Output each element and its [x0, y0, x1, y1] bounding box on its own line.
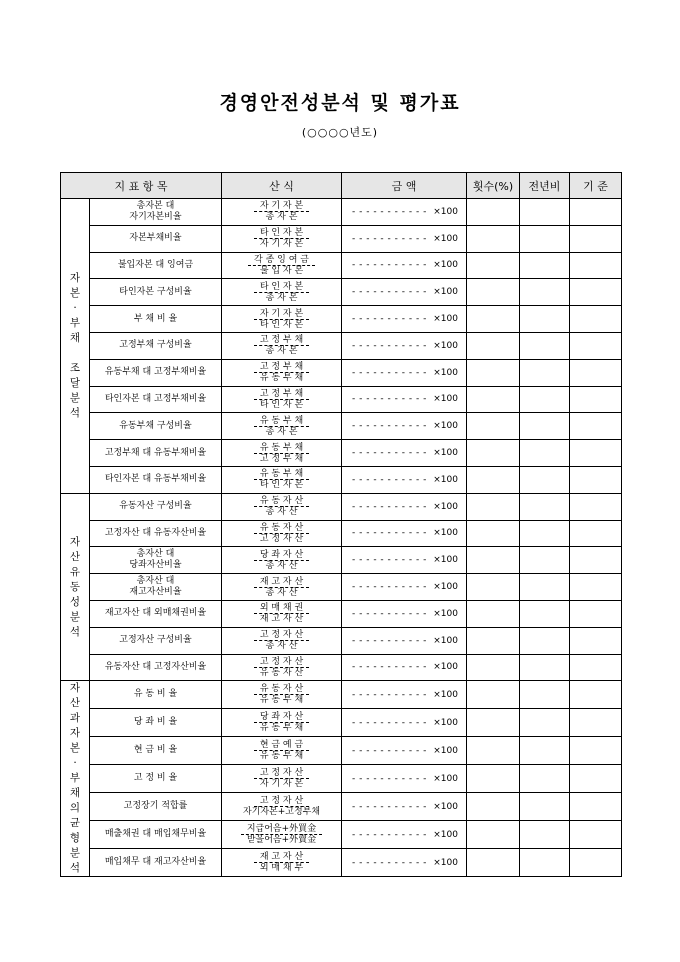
amount-multiplier: ×100: [433, 745, 458, 756]
formula-cell: [222, 627, 342, 654]
formula-denominator: 외 매 채 부: [259, 863, 304, 874]
ratio-cell[interactable]: [467, 413, 520, 440]
amount-multiplier: ×100: [433, 582, 458, 593]
formula-cell: [222, 413, 342, 440]
indicator-item: 타인자본 대 고정부채비율: [90, 386, 222, 413]
indicator-item: 현 금 비 율: [90, 737, 222, 765]
formula-denominator: 고 정 자 산: [259, 533, 304, 544]
yoy-cell[interactable]: [520, 199, 570, 226]
section-category: 자 본 · 부 채 조 달 분 석: [61, 199, 90, 494]
standard-cell[interactable]: [570, 413, 622, 440]
standard-cell[interactable]: [570, 225, 622, 252]
amount-multiplier: ×100: [433, 233, 458, 244]
standard-cell[interactable]: [570, 793, 622, 821]
amount-cell[interactable]: [342, 821, 467, 849]
formula-numerator: 현 금 예 금: [254, 740, 309, 751]
formula-numerator: 재 고 자 산: [254, 852, 309, 863]
section-category: 자 산 유 동 성 분 석: [61, 493, 90, 681]
yoy-cell[interactable]: [520, 681, 570, 709]
indicator-item: 매입채무 대 재고자산비율: [90, 849, 222, 877]
formula-numerator: 자 기 자 본: [254, 309, 309, 320]
indicator-item: 고정부채 대 유동부채비율: [90, 440, 222, 467]
amount-blank: - - - - - - - - - - -: [352, 528, 427, 539]
ratio-cell[interactable]: [467, 737, 520, 765]
year-subtitle: (○○○○년도): [301, 126, 379, 139]
formula-cell: [222, 493, 342, 520]
amount-multiplier: ×100: [433, 689, 458, 700]
formula-cell: [222, 821, 342, 849]
table-row: [61, 821, 622, 849]
standard-cell[interactable]: [570, 547, 622, 574]
amount-blank: - - - - - - - - - - -: [352, 501, 427, 512]
yoy-cell[interactable]: [520, 849, 570, 877]
section-category: 자 산 과 자 본 · 부 채 의 균 형 분 석: [61, 681, 90, 877]
yoy-cell[interactable]: [520, 765, 570, 793]
standard-cell[interactable]: [570, 386, 622, 413]
formula-denominator: 총 자 산: [265, 560, 298, 571]
formula-cell: [222, 681, 342, 709]
amount-cell[interactable]: [342, 386, 467, 413]
formula-numerator: 각 종 잉 여 금: [248, 255, 315, 266]
formula-denominator: 유 동 부 채: [259, 695, 304, 706]
amount-cell[interactable]: [342, 574, 467, 601]
standard-cell[interactable]: [570, 765, 622, 793]
yoy-cell[interactable]: [520, 547, 570, 574]
table-row: [61, 849, 622, 877]
amount-cell[interactable]: [342, 332, 467, 359]
table-row: [61, 252, 622, 279]
yoy-cell[interactable]: [520, 493, 570, 520]
amount-multiplier: ×100: [433, 829, 458, 840]
amount-blank: - - - - - - - - - - -: [352, 635, 427, 646]
indicator-item: 불입자본 대 잉여금: [90, 252, 222, 279]
amount-cell[interactable]: [342, 654, 467, 681]
yoy-cell[interactable]: [520, 386, 570, 413]
table-row: [61, 386, 622, 413]
amount-cell[interactable]: [342, 306, 467, 333]
yoy-cell[interactable]: [520, 793, 570, 821]
formula-denominator: 총 자 산: [265, 507, 298, 518]
indicator-item: 고정자산 구성비율: [90, 627, 222, 654]
amount-multiplier: ×100: [433, 555, 458, 566]
indicator-item: 타인자본 구성비율: [90, 279, 222, 306]
indicator-item: 고정장기 적합률: [90, 793, 222, 821]
yoy-cell[interactable]: [520, 359, 570, 386]
formula-cell: [222, 547, 342, 574]
header-formula: 산 식: [222, 173, 342, 199]
amount-multiplier: ×100: [433, 421, 458, 432]
table-row: [61, 466, 622, 493]
table-row: [61, 199, 622, 226]
table-row: [61, 574, 622, 601]
formula-numerator: 고 정 부 채: [254, 389, 309, 400]
ratio-cell[interactable]: [467, 681, 520, 709]
formula-denominator: 타 인 자 본: [259, 399, 304, 410]
formula-cell: [222, 252, 342, 279]
ratio-cell[interactable]: [467, 765, 520, 793]
standard-cell[interactable]: [570, 279, 622, 306]
formula-numerator: 고 정 자 산: [254, 768, 309, 779]
amount-blank: - - - - - - - - - - -: [352, 745, 427, 756]
formula-cell: [222, 279, 342, 306]
yoy-cell[interactable]: [520, 306, 570, 333]
standard-cell[interactable]: [570, 520, 622, 547]
amount-multiplier: ×100: [433, 717, 458, 728]
standard-cell[interactable]: [570, 681, 622, 709]
amount-blank: - - - - - - - - - - -: [352, 717, 427, 728]
amount-blank: - - - - - - - - - - -: [352, 421, 427, 432]
standard-cell[interactable]: [570, 709, 622, 737]
standard-cell[interactable]: [570, 359, 622, 386]
amount-multiplier: ×100: [433, 314, 458, 325]
indicator-item: 유동자산 구성비율: [90, 493, 222, 520]
formula-numerator: 유 동 자 산: [254, 523, 309, 534]
formula-numerator: 재 고 자 산: [254, 577, 309, 588]
amount-blank: - - - - - - - - - - -: [352, 394, 427, 405]
yoy-cell[interactable]: [520, 520, 570, 547]
amount-blank: - - - - - - - - - - -: [352, 829, 427, 840]
formula-denominator: 유 동 부 채: [259, 723, 304, 734]
amount-blank: - - - - - - - - - - -: [352, 474, 427, 485]
formula-denominator: 재 고 자 산: [259, 614, 304, 625]
formula-numerator: 고 정 부 채: [254, 335, 309, 346]
standard-cell[interactable]: [570, 737, 622, 765]
amount-blank: - - - - - - - - - - -: [352, 287, 427, 298]
ratio-cell[interactable]: [467, 493, 520, 520]
amount-blank: - - - - - - - - - - -: [352, 662, 427, 673]
standard-cell[interactable]: [570, 306, 622, 333]
amount-blank: - - - - - - - - - - -: [352, 314, 427, 325]
amount-multiplier: ×100: [433, 287, 458, 298]
indicator-item: 당 좌 비 율: [90, 709, 222, 737]
formula-denominator: 자기자본+고정부채: [242, 807, 321, 818]
amount-multiplier: ×100: [433, 528, 458, 539]
amount-cell[interactable]: [342, 440, 467, 467]
ratio-cell[interactable]: [467, 359, 520, 386]
table-row: [61, 600, 622, 627]
amount-blank: - - - - - - - - - - -: [352, 233, 427, 244]
formula-cell: [222, 332, 342, 359]
yoy-cell[interactable]: [520, 252, 570, 279]
indicator-item: 총자본 대 자기자본비율: [90, 199, 222, 226]
amount-cell[interactable]: [342, 493, 467, 520]
yoy-cell[interactable]: [520, 627, 570, 654]
formula-cell: [222, 849, 342, 877]
amount-cell[interactable]: [342, 279, 467, 306]
amount-cell[interactable]: [342, 547, 467, 574]
amount-cell[interactable]: [342, 709, 467, 737]
indicator-item: 유동부채 구성비율: [90, 413, 222, 440]
table-row: [61, 765, 622, 793]
formula-numerator: 고 정 자 산: [254, 657, 309, 668]
formula-numerator: 유 동 부 채: [254, 443, 309, 454]
yoy-cell[interactable]: [520, 440, 570, 467]
ratio-cell[interactable]: [467, 440, 520, 467]
indicator-item: 유 동 비 율: [90, 681, 222, 709]
yoy-cell[interactable]: [520, 709, 570, 737]
formula-denominator: 총 자 본: [265, 426, 298, 437]
formula-cell: [222, 520, 342, 547]
amount-blank: - - - - - - - - - - -: [352, 448, 427, 459]
indicator-item: 매출채권 대 매입채무비율: [90, 821, 222, 849]
formula-cell: [222, 440, 342, 467]
table-row: [61, 332, 622, 359]
standard-cell[interactable]: [570, 600, 622, 627]
formula-numerator: 당 좌 자 산: [254, 550, 309, 561]
formula-cell: [222, 359, 342, 386]
formula-denominator: 유 동 부 채: [259, 751, 304, 762]
yoy-cell[interactable]: [520, 225, 570, 252]
formula-denominator: 타 인 자 본: [259, 319, 304, 330]
header-row: [61, 173, 622, 199]
amount-cell[interactable]: [342, 600, 467, 627]
yoy-cell[interactable]: [520, 600, 570, 627]
formula-denominator: 자 기 자 본: [259, 239, 304, 250]
formula-numerator: 타 인 자 본: [254, 228, 309, 239]
amount-multiplier: ×100: [433, 340, 458, 351]
indicator-item: 유동부채 대 고정부채비율: [90, 359, 222, 386]
ratio-cell[interactable]: [467, 279, 520, 306]
table-row: [61, 520, 622, 547]
table-row: [61, 440, 622, 467]
table-row: [61, 793, 622, 821]
standard-cell[interactable]: [570, 440, 622, 467]
amount-multiplier: ×100: [433, 474, 458, 485]
amount-blank: - - - - - - - - - - -: [352, 857, 427, 868]
formula-numerator: 지급어음+外買金: [241, 824, 322, 835]
formula-cell: [222, 709, 342, 737]
formula-numerator: 고 정 자 산: [254, 630, 309, 641]
formula-cell: [222, 765, 342, 793]
indicator-item: 총자산 대 당좌자산비율: [90, 547, 222, 574]
amount-cell[interactable]: [342, 737, 467, 765]
standard-cell[interactable]: [570, 332, 622, 359]
amount-blank: - - - - - - - - - - -: [352, 367, 427, 378]
amount-blank: - - - - - - - - - - -: [352, 555, 427, 566]
formula-numerator: 타 인 자 본: [254, 282, 309, 293]
amount-multiplier: ×100: [433, 635, 458, 646]
ratio-cell[interactable]: [467, 332, 520, 359]
table-row: [61, 654, 622, 681]
formula-denominator: 총 자 본: [265, 292, 298, 303]
ratio-cell[interactable]: [467, 252, 520, 279]
formula-cell: [222, 793, 342, 821]
formula-denominator: 유 동 부 채: [259, 373, 304, 384]
formula-denominator: 타 인 자 본: [259, 480, 304, 491]
table-row: [61, 279, 622, 306]
ratio-cell[interactable]: [467, 520, 520, 547]
ratio-cell[interactable]: [467, 654, 520, 681]
table-row: [61, 413, 622, 440]
amount-cell[interactable]: [342, 252, 467, 279]
yoy-cell[interactable]: [520, 413, 570, 440]
ratio-cell[interactable]: [467, 466, 520, 493]
ratio-cell[interactable]: [467, 821, 520, 849]
formula-denominator: 유 동 자 산: [259, 667, 304, 678]
formula-numerator: 당 좌 자 산: [254, 712, 309, 723]
formula-denominator: 총 자 본: [265, 212, 298, 223]
standard-cell[interactable]: [570, 252, 622, 279]
amount-cell[interactable]: [342, 520, 467, 547]
ratio-cell[interactable]: [467, 709, 520, 737]
formula-numerator: 유 동 자 산: [254, 684, 309, 695]
header-standard: 기 준: [570, 173, 622, 199]
header-indicator: 지 표 항 목: [61, 173, 222, 199]
indicator-item: 자본부채비율: [90, 225, 222, 252]
amount-multiplier: ×100: [433, 608, 458, 619]
amount-cell[interactable]: [342, 466, 467, 493]
amount-blank: - - - - - - - - - - -: [352, 689, 427, 700]
amount-multiplier: ×100: [433, 801, 458, 812]
amount-cell[interactable]: [342, 765, 467, 793]
formula-cell: [222, 225, 342, 252]
yoy-cell[interactable]: [520, 737, 570, 765]
amount-multiplier: ×100: [433, 448, 458, 459]
amount-cell[interactable]: [342, 199, 467, 226]
indicator-item: 총자산 대 재고자산비율: [90, 574, 222, 601]
amount-cell[interactable]: [342, 627, 467, 654]
formula-cell: [222, 199, 342, 226]
formula-numerator: 유 동 자 산: [254, 496, 309, 507]
table-row: [61, 547, 622, 574]
indicator-item: 타인자본 대 유동부채비율: [90, 466, 222, 493]
yoy-cell[interactable]: [520, 332, 570, 359]
table-row: [61, 627, 622, 654]
amount-blank: - - - - - - - - - - -: [352, 340, 427, 351]
standard-cell[interactable]: [570, 466, 622, 493]
header-ratio: 횟수(%): [467, 173, 520, 199]
standard-cell[interactable]: [570, 493, 622, 520]
table-row: [61, 681, 622, 709]
amount-cell[interactable]: [342, 793, 467, 821]
amount-multiplier: ×100: [433, 260, 458, 271]
formula-denominator: 자 기 자 본: [259, 779, 304, 790]
ratio-cell[interactable]: [467, 574, 520, 601]
formula-cell: [222, 600, 342, 627]
formula-cell: [222, 654, 342, 681]
ratio-cell[interactable]: [467, 306, 520, 333]
amount-cell[interactable]: [342, 681, 467, 709]
standard-cell[interactable]: [570, 627, 622, 654]
amount-cell[interactable]: [342, 849, 467, 877]
amount-multiplier: ×100: [433, 662, 458, 673]
ratio-cell[interactable]: [467, 627, 520, 654]
formula-cell: [222, 306, 342, 333]
amount-multiplier: ×100: [433, 857, 458, 868]
ratio-cell[interactable]: [467, 199, 520, 226]
standard-cell[interactable]: [570, 821, 622, 849]
table-body: [61, 199, 622, 877]
amount-blank: - - - - - - - - - - -: [352, 801, 427, 812]
indicator-item: 고정부채 구성비율: [90, 332, 222, 359]
amount-multiplier: ×100: [433, 394, 458, 405]
table-row: [61, 225, 622, 252]
formula-numerator: 외 매 채 권: [254, 603, 309, 614]
yoy-cell[interactable]: [520, 821, 570, 849]
standard-cell[interactable]: [570, 849, 622, 877]
formula-denominator: 총 자 산: [265, 641, 298, 652]
formula-denominator: 불 입 자 본: [259, 265, 304, 276]
formula-numerator: 유 동 부 채: [254, 469, 309, 480]
amount-blank: - - - - - - - - - - -: [352, 582, 427, 593]
header-amount: 금 액: [342, 173, 467, 199]
amount-multiplier: ×100: [433, 501, 458, 512]
table-row: [61, 737, 622, 765]
yoy-cell[interactable]: [520, 279, 570, 306]
formula-cell: [222, 574, 342, 601]
ratio-cell[interactable]: [467, 600, 520, 627]
formula-numerator: 고 정 부 채: [254, 362, 309, 373]
page-title: 경영안전성분석 및 평가표: [219, 92, 461, 114]
ratio-cell[interactable]: [467, 225, 520, 252]
amount-blank: - - - - - - - - - - -: [352, 206, 427, 217]
ratio-cell[interactable]: [467, 793, 520, 821]
ratio-cell[interactable]: [467, 386, 520, 413]
table-row: [61, 493, 622, 520]
indicator-item: 고 정 비 율: [90, 765, 222, 793]
ratio-cell[interactable]: [467, 547, 520, 574]
formula-denominator: 받을어음+外賣金: [246, 835, 317, 846]
header-yoy: 전년비: [520, 173, 570, 199]
formula-cell: [222, 466, 342, 493]
amount-blank: - - - - - - - - - - -: [352, 608, 427, 619]
table-row: [61, 709, 622, 737]
indicator-item: 재고자산 대 외매채권비율: [90, 600, 222, 627]
formula-numerator: 유 동 부 채: [254, 416, 309, 427]
amount-cell[interactable]: [342, 413, 467, 440]
indicator-item: 유동자산 대 고정자산비율: [90, 654, 222, 681]
amount-multiplier: ×100: [433, 773, 458, 784]
formula-numerator: 고 정 자 산: [254, 796, 309, 807]
formula-denominator: 총 자 본: [265, 346, 298, 357]
formula-denominator: 고 정 부 채: [259, 453, 304, 464]
amount-blank: - - - - - - - - - - -: [352, 773, 427, 784]
amount-multiplier: ×100: [433, 367, 458, 378]
table-row: [61, 306, 622, 333]
formula-cell: [222, 386, 342, 413]
formula-cell: [222, 737, 342, 765]
amount-blank: - - - - - - - - - - -: [352, 260, 427, 271]
amount-cell[interactable]: [342, 225, 467, 252]
indicator-item: 고정자산 대 유동자산비율: [90, 520, 222, 547]
analysis-table: [60, 172, 622, 877]
formula-numerator: 자 기 자 본: [254, 201, 309, 212]
ratio-cell[interactable]: [467, 849, 520, 877]
amount-cell[interactable]: [342, 359, 467, 386]
amount-multiplier: ×100: [433, 206, 458, 217]
yoy-cell[interactable]: [520, 466, 570, 493]
standard-cell[interactable]: [570, 654, 622, 681]
indicator-item: 부 채 비 율: [90, 306, 222, 333]
table-row: [61, 359, 622, 386]
standard-cell[interactable]: [570, 574, 622, 601]
yoy-cell[interactable]: [520, 654, 570, 681]
yoy-cell[interactable]: [520, 574, 570, 601]
formula-denominator: 총 자 산: [265, 587, 298, 598]
standard-cell[interactable]: [570, 199, 622, 226]
